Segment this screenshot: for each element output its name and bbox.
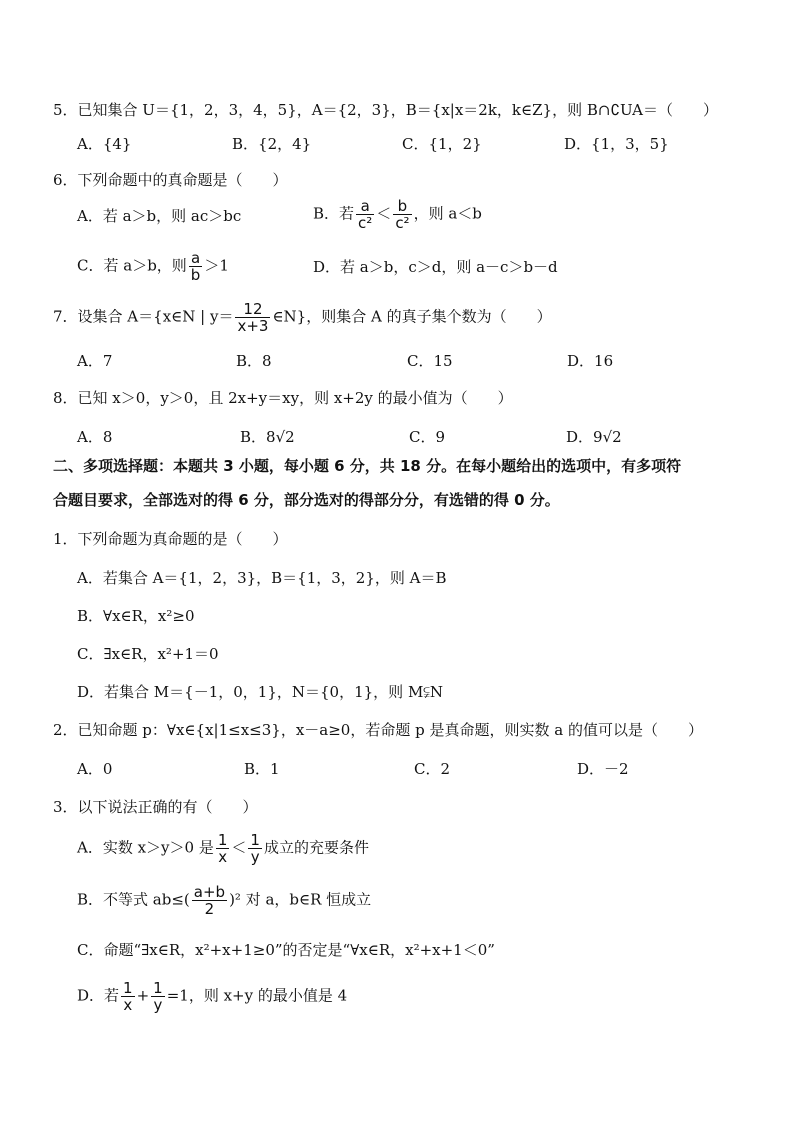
m3-option-d-plus: + <box>136 986 150 1005</box>
m1-option-c: C．∃x∈R，x²+1＝0 <box>77 645 219 663</box>
m3-option-a-prefix: A．实数 x＞y＞0 是 <box>77 838 214 857</box>
q7-stem <box>53 301 552 334</box>
q5-option-b: B．{2，4} <box>232 135 312 153</box>
q8-option-b: B．8√2 <box>240 428 295 446</box>
q8-option-c: C．9 <box>409 428 446 446</box>
fraction-numerator: 1 <box>250 831 260 849</box>
m2-option-b: B．1 <box>244 760 280 778</box>
fraction-denominator: c² <box>395 214 410 232</box>
q8-option-a: A．8 <box>77 428 113 446</box>
q6-option-b-lt: ＜ <box>376 204 392 223</box>
m2-stem: 2．已知命题 p：∀x∈{x|1≤x≤3}，x－a≥0，若命题 p 是真命题，则实数 a 的值可以是（ ） <box>53 721 703 739</box>
q6-option-b-fraction-a <box>356 198 374 231</box>
m3-option-d-fraction-x <box>121 980 135 1013</box>
q8-stem: 8．已知 x＞0，y＞0，且 2x+y＝xy，则 x+2y 的最小值为（ ） <box>53 389 513 407</box>
q6-option-a: A．若 a＞b，则 ac＞bc <box>77 207 242 225</box>
q6-option-c-fraction <box>189 250 203 283</box>
q6-option-b-suffix: ，则 a＜b <box>413 204 482 223</box>
q7-option-a: A．7 <box>77 352 113 370</box>
fraction-denominator: x <box>123 996 133 1014</box>
m1-option-b: B．∀x∈R，x²≥0 <box>77 607 195 625</box>
q6-option-d: D．若 a＞b，c＞d，则 a－c＞b－d <box>313 258 558 276</box>
m3-option-d-suffix: =1，则 x+y 的最小值是 4 <box>166 986 348 1005</box>
m2-option-a: A．0 <box>77 760 113 778</box>
q7-stem-suffix: ∈N}，则集合 A 的真子集个数为（ ） <box>272 307 552 326</box>
q7-stem-prefix: 7．设集合 A＝{x∈N | y＝ <box>53 307 234 326</box>
fraction-numerator: a <box>189 250 203 267</box>
m3-option-a-fraction-y <box>248 832 262 865</box>
fraction-numerator: 12 <box>235 301 270 318</box>
section-2-heading-line-2: 合题目要求，全部选对的得 6 分，部分选对的得部分分，有选错的得 0 分。 <box>53 491 560 509</box>
fraction-denominator: 2 <box>204 900 215 918</box>
m3-option-d <box>77 980 347 1013</box>
m3-option-a-fraction-x <box>216 832 230 865</box>
m3-option-a-lt: ＜ <box>231 838 247 857</box>
m3-option-d-prefix: D．若 <box>77 986 120 1005</box>
m1-option-d: D．若集合 M＝{－1，0，1}，N＝{0，1}，则 M⫋N <box>77 683 444 701</box>
q5-option-d: D．{1，3，5} <box>564 135 669 153</box>
fraction-denominator: c² <box>358 214 373 232</box>
m3-option-b-prefix: B．不等式 ab≤( <box>77 890 190 909</box>
m3-option-a-suffix: 成立的充要条件 <box>263 838 369 857</box>
fraction-numerator: a <box>356 198 374 215</box>
q6-option-c-prefix: C．若 a＞b，则 <box>77 256 187 275</box>
m3-option-b-suffix: )² 对 a，b∈R 恒成立 <box>229 890 372 909</box>
fraction-numerator: 1 <box>217 831 228 849</box>
q6-option-b-prefix: B．若 <box>313 204 355 223</box>
m3-option-b <box>77 884 371 917</box>
m2-option-c: C．2 <box>414 760 451 778</box>
fraction-denominator: b <box>190 266 201 284</box>
q8-option-d: D．9√2 <box>566 428 622 446</box>
m2-option-d: D．－2 <box>577 760 629 778</box>
m3-option-c: C．命题“∃x∈R，x²+x+1≥0”的否定是“∀x∈R，x²+x+1＜0” <box>77 941 495 959</box>
q6-option-b <box>313 198 482 231</box>
m3-option-d-fraction-y <box>151 980 165 1013</box>
m3-option-b-fraction <box>192 884 227 917</box>
q5-option-a: A．{4} <box>77 135 132 153</box>
section-2-heading-line-1: 二、多项选择题：本题共 3 小题，每小题 6 分，共 18 分。在每小题给出的选项中，有多项符 <box>53 457 682 475</box>
q6-option-b-fraction-b <box>393 198 411 231</box>
m3-option-a <box>77 832 369 865</box>
fraction-numerator: 1 <box>153 979 163 997</box>
fraction-denominator: y <box>250 848 260 866</box>
q6-option-c <box>77 250 229 283</box>
fraction-denominator: x+3 <box>237 317 269 335</box>
q6-stem: 6．下列命题中的真命题是（ ） <box>53 171 288 189</box>
fraction-numerator: a+b <box>193 883 226 901</box>
q7-option-d: D．16 <box>567 352 614 370</box>
fraction-denominator: y <box>153 996 163 1014</box>
m1-option-a: A．若集合 A＝{1，2，3}，B＝{1，3，2}，则 A＝B <box>77 569 447 587</box>
q5-option-c: C．{1，2} <box>402 135 482 153</box>
q5-stem: 5．已知集合 U＝{1，2，3，4，5}，A＝{2，3}，B＝{x|x＝2k，k∈Z}，则 B∩∁UA＝（ ） <box>53 101 719 119</box>
fraction-numerator: b <box>393 198 411 215</box>
q6-option-c-suffix: ＞1 <box>204 256 229 275</box>
q7-option-c: C．15 <box>407 352 453 370</box>
q7-option-b: B．8 <box>236 352 272 370</box>
fraction-numerator: 1 <box>123 979 133 997</box>
m1-stem: 1．下列命题为真命题的是（ ） <box>53 530 288 548</box>
m3-stem: 3．以下说法正确的有（ ） <box>53 798 258 816</box>
fraction-denominator: x <box>218 848 228 866</box>
q7-fraction <box>235 301 270 334</box>
